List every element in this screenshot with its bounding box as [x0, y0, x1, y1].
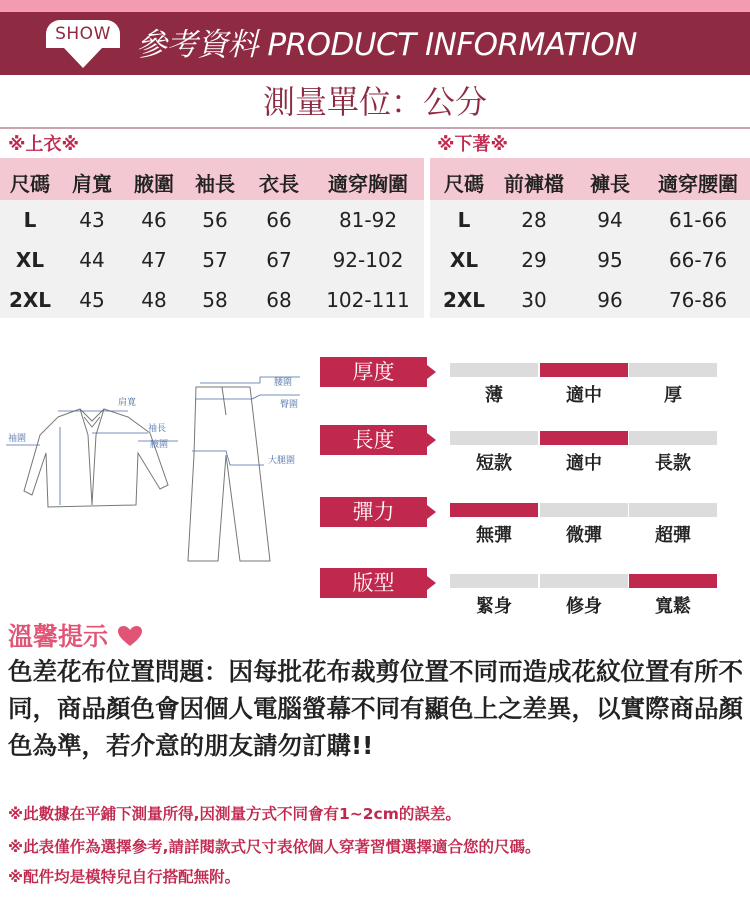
- rating-label: 厚度: [320, 357, 427, 387]
- bottom-table-cell: 29: [521, 248, 547, 272]
- rating-option: 長款: [655, 453, 691, 474]
- top-strip: [0, 0, 750, 12]
- note-1: ※此數據在平鋪下測量所得,因測量方式不同會有1~2cm的誤差。: [8, 805, 461, 823]
- rating-option: 適中: [566, 385, 602, 406]
- top-column-header: 適穿胸圍: [328, 172, 408, 196]
- bottom-table-cell: 96: [597, 288, 623, 312]
- rating-segment: [629, 574, 717, 588]
- tips-title-row: [8, 617, 143, 653]
- bottom-table-cell: L: [457, 208, 471, 232]
- rating-label: 版型: [320, 568, 427, 598]
- tips-body: 色差花布位置問題：因每批花布裁剪位置不同而造成花紋位置有所不同，商品顏色會因個人電腦螢幕不同有顯色上之差異，以實際商品顏色為準，若介意的朋友請勿訂購!!: [8, 657, 743, 760]
- bottom-table-cell: XL: [449, 248, 479, 272]
- rating-segment: [450, 363, 538, 377]
- top-table-cell: XL: [15, 248, 45, 272]
- bottom-table-cell: 94: [597, 208, 623, 232]
- top-column-header: 袖長: [195, 172, 235, 196]
- top-table-cell: 57: [202, 248, 228, 272]
- bottom-table-cell: 76-86: [668, 288, 728, 312]
- top-table-cell: 43: [79, 208, 105, 232]
- rating-label: 長度: [320, 425, 427, 455]
- rating-segment: [540, 503, 628, 517]
- rating-option: 寬鬆: [655, 596, 691, 617]
- top-table-cell: 45: [79, 288, 105, 312]
- rating-option: 微彈: [566, 525, 602, 546]
- tips-title: 溫馨提示: [8, 622, 109, 651]
- sleeve-circ-label: 袖圍: [8, 434, 27, 444]
- top-table-cell: 46: [141, 208, 167, 232]
- top-column-header: 腋圍: [134, 172, 174, 196]
- rating-option: 超彈: [655, 525, 691, 546]
- thigh-label: 大腿圍: [268, 456, 296, 466]
- rating-option: 無彈: [476, 525, 512, 546]
- rating-option: 厚: [664, 385, 682, 406]
- heart-icon: [117, 625, 143, 647]
- bottom-column-header: 適穿腰圍: [658, 172, 738, 196]
- bottom-table-cell: 95: [597, 248, 623, 272]
- rating-option: 修身: [566, 596, 602, 617]
- rating-segment: [629, 363, 717, 377]
- bottom-table-cell: 2XL: [442, 288, 486, 312]
- hip-label: 臀圍: [280, 400, 299, 410]
- banner-title: 參考資料 PRODUCT INFORMATION: [136, 27, 637, 63]
- top-table-cell: 47: [141, 248, 167, 272]
- top-table-cell: 44: [79, 248, 105, 272]
- rating-option: 適中: [566, 453, 602, 474]
- rating-arrow-icon: [427, 433, 436, 447]
- bottom-column-header: 尺碼: [444, 172, 484, 196]
- measurement-unit: 測量單位：公分: [262, 83, 487, 121]
- bottom-column-header: 前褲檔: [504, 172, 564, 196]
- armpit-label: 腋圍: [150, 440, 169, 450]
- top-table-cell: 68: [266, 288, 292, 312]
- note-2: ※此表僅作為選擇參考,請詳閱款式尺寸表依個人穿著習慣選擇適合您的尺碼。: [8, 838, 541, 856]
- note-3: ※配件均是模特兒自行搭配無附。: [8, 868, 241, 886]
- rating-option: 薄: [485, 385, 503, 406]
- rating-option: 短款: [476, 453, 512, 474]
- top-table-cell: 2XL: [8, 288, 52, 312]
- rating-label: 彈力: [320, 497, 427, 527]
- sleeve-length-label: 袖長: [148, 424, 167, 434]
- rating-segment: [450, 503, 538, 517]
- top-table-cell: 66: [266, 208, 292, 232]
- rating-option: 緊身: [476, 596, 512, 617]
- bottom-section-label: ※下著※: [437, 134, 508, 155]
- top-table-cell: 81-92: [338, 208, 398, 232]
- rating-segment: [540, 574, 628, 588]
- top-table-cell: 48: [141, 288, 167, 312]
- bottom-table-cell: 30: [521, 288, 547, 312]
- rating-segment: [450, 431, 538, 445]
- measurement-diagram: [0, 355, 305, 575]
- top-section-label: ※上衣※: [8, 134, 79, 155]
- top-table-cell: 56: [202, 208, 228, 232]
- waist-label: 腰圍: [274, 378, 293, 388]
- top-table-cell: L: [23, 208, 37, 232]
- rating-segment: [450, 574, 538, 588]
- top-table-cell: 67: [266, 248, 292, 272]
- top-column-header: 尺碼: [10, 172, 50, 196]
- bottom-table-cell: 28: [521, 208, 547, 232]
- rating-segment: [629, 503, 717, 517]
- top-table-cell: 102-111: [326, 288, 410, 312]
- top-column-header: 衣長: [259, 172, 299, 196]
- divider: [0, 127, 750, 129]
- rating-segment: [540, 363, 628, 377]
- bottom-table-cell: 66-76: [668, 248, 728, 272]
- shoulder-label: 肩寬: [118, 398, 137, 408]
- top-table-cell: 92-102: [332, 248, 404, 272]
- show-tab: SHOW: [46, 20, 120, 48]
- clothing-diagram-icon: [0, 355, 305, 575]
- top-table-cell: 58: [202, 288, 228, 312]
- top-column-header: 肩寬: [72, 172, 112, 196]
- rating-segment: [629, 431, 717, 445]
- rating-segment: [540, 431, 628, 445]
- rating-arrow-icon: [427, 576, 436, 590]
- bottom-size-table: [430, 158, 750, 318]
- rating-arrow-icon: [427, 505, 436, 519]
- rating-arrow-icon: [427, 365, 436, 379]
- top-size-table: [0, 158, 424, 318]
- bottom-table-cell: 61-66: [668, 208, 728, 232]
- bottom-column-header: 褲長: [590, 172, 630, 196]
- show-arrow-icon: [64, 48, 102, 68]
